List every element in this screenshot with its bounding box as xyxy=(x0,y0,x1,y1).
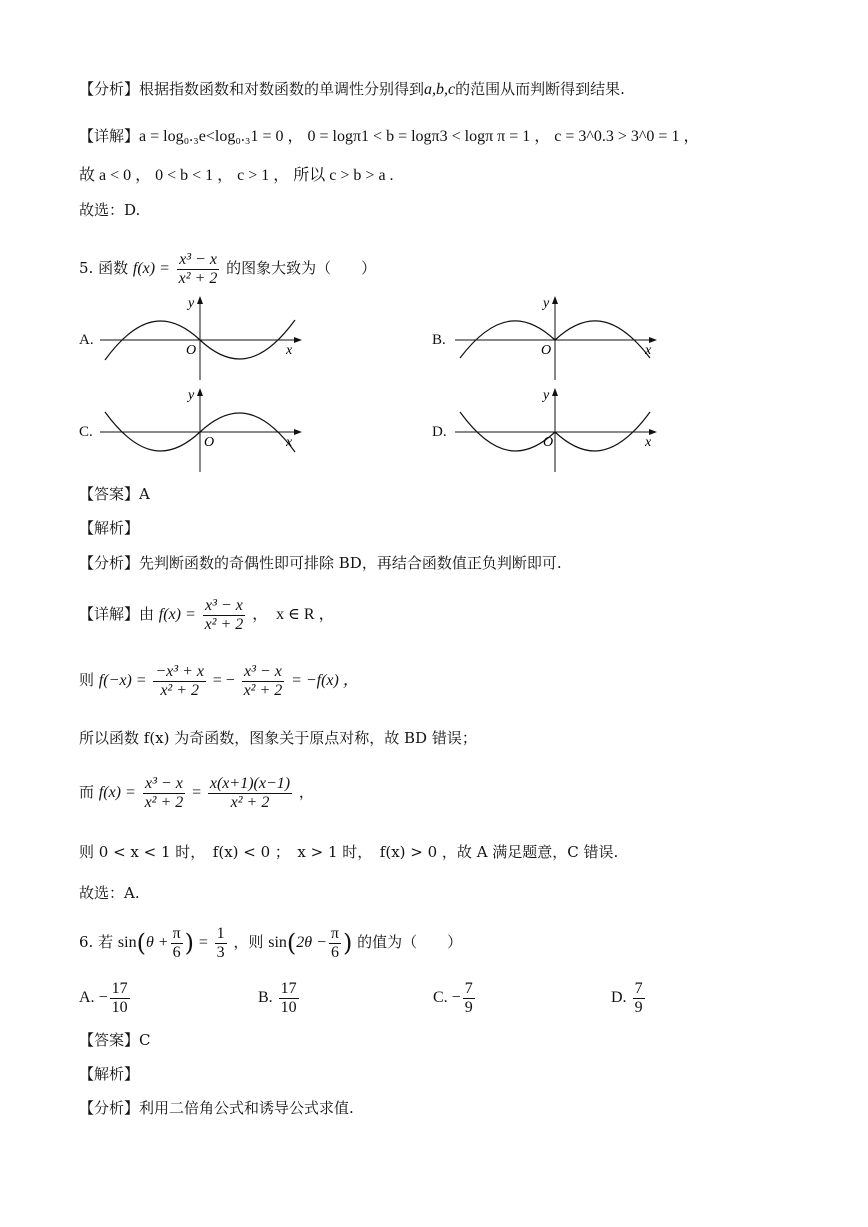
factor-5 xyxy=(79,774,314,812)
graph-option-b xyxy=(455,292,665,382)
y-axis-label: y xyxy=(543,388,550,403)
fraction-numerator: x³ − x xyxy=(242,663,285,682)
fraction-numerator: −x³ + x xyxy=(155,662,204,680)
factor-prefix: 而 xyxy=(79,783,95,801)
detail-expr: a = log₀.₃e<log₀.₃1 = 0 ， 0 = logπ1 < b = logπ3 < logπ π = 1 ， c = 3^0.3 > 3^0 = 1 ， xyxy=(139,128,700,145)
analysis-text: 根据指数函数和对数函数的单调性分别得到 xyxy=(139,80,425,98)
x-axis-label: x xyxy=(645,343,652,358)
x-axis-label: x xyxy=(645,435,652,450)
option-sign: − xyxy=(98,989,108,1007)
therefore-line: 故 a < 0 ， 0 < b < 1 ， c > 1 ， 所以 c > b > a . xyxy=(79,167,394,184)
inner-2: 2θ − xyxy=(296,934,327,951)
fraction-numerator: 7 xyxy=(634,980,643,997)
then-prefix: 则 xyxy=(79,671,95,689)
analysis-6: 【分析】利用二倍角公式和诱导公式求值. xyxy=(79,1099,354,1117)
option-label: B. xyxy=(258,989,273,1007)
fraction-numerator: 17 xyxy=(280,980,297,997)
option-fraction xyxy=(279,980,299,1017)
option-sign: − xyxy=(451,989,461,1007)
question-6 xyxy=(79,924,462,962)
question-mid: ，则 xyxy=(233,933,264,951)
then-5 xyxy=(79,662,359,700)
then-rhs: = −f(x) ， xyxy=(291,672,359,689)
option-c-label: C. xyxy=(79,424,93,440)
fraction-denominator: x² + 2 xyxy=(178,269,218,287)
fraction-numerator: x³ − x xyxy=(143,775,186,794)
detail-label: 【详解】 xyxy=(79,127,140,145)
fraction-numerator: x³ − x xyxy=(177,251,220,270)
choice-line-1: 故选：D. xyxy=(79,201,141,219)
fraction-denominator: 9 xyxy=(464,999,473,1016)
sign-5: 则 0 < x < 1 时， f(x) < 0 ； x > 1 时， f(x) > 0 ，故 A 满足题意，C 错误. xyxy=(79,843,619,861)
analysis-5: 【分析】先判断函数的奇偶性即可排除 BD，再结合函数值正负判断即可. xyxy=(79,554,562,572)
inner-1: θ + xyxy=(145,934,169,951)
one-third xyxy=(215,925,227,962)
y-axis-label: y xyxy=(188,296,195,311)
option-a-label: A. xyxy=(79,332,94,348)
origin-label: O xyxy=(204,435,215,450)
fraction-numerator: 1 xyxy=(216,924,225,942)
analysis-text-2: 的范围从而判断得到结果. xyxy=(455,80,625,98)
paren-close-2: ) xyxy=(343,929,353,957)
then-fraction-1 xyxy=(153,663,206,700)
paren-close-1: ) xyxy=(184,929,195,957)
option-label: A. xyxy=(79,989,95,1007)
answer-6: 【答案】C xyxy=(79,1031,151,1049)
function-lhs: f(x) = xyxy=(158,606,196,623)
question-prefix: 函数 xyxy=(98,259,129,277)
x-axis-label: x xyxy=(286,435,293,450)
fraction-numerator: x(x+1)(x−1) xyxy=(209,774,291,792)
fraction-numerator: π xyxy=(172,924,181,942)
equals-minus: = − xyxy=(212,672,235,689)
detail-label: 【详解】由 xyxy=(79,605,155,623)
fraction-numerator: 7 xyxy=(464,980,473,997)
paren-open-1: ( xyxy=(136,929,146,957)
equals: = xyxy=(192,784,202,801)
fraction-denominator: x² + 2 xyxy=(144,793,184,811)
fraction-denominator: x² + 2 xyxy=(160,681,200,699)
option-fraction xyxy=(463,980,475,1017)
option-fraction xyxy=(110,980,130,1017)
fraction-denominator: x² + 2 xyxy=(243,681,283,699)
fraction-denominator: x² + 2 xyxy=(230,793,270,811)
function-lhs: f(x) = xyxy=(132,260,170,277)
equals: = xyxy=(198,934,208,951)
y-axis-label: y xyxy=(188,388,195,403)
odd-5: 所以函数 f(x) 为奇函数，图象关于原点对称，故 BD 错误； xyxy=(79,729,477,747)
fraction-denominator: 10 xyxy=(111,999,128,1016)
then-fraction-2 xyxy=(242,663,285,700)
domain-text: ， x ∈ R ， xyxy=(252,606,335,623)
origin-label: O xyxy=(541,343,552,358)
question-number: 6. xyxy=(79,933,94,951)
jiexi-6: 【解析】 xyxy=(79,1065,140,1083)
graph-option-c xyxy=(100,384,310,474)
option-label: D. xyxy=(611,989,627,1007)
fraction-denominator: 6 xyxy=(330,943,339,961)
jiexi-5: 【解析】 xyxy=(79,519,140,537)
sin-2: sin xyxy=(268,934,287,951)
graph-option-d xyxy=(455,384,665,474)
q6-option-b xyxy=(258,980,301,1017)
option-fraction xyxy=(633,980,645,1017)
detail-fraction xyxy=(203,597,246,634)
question-prefix: 若 xyxy=(98,933,114,951)
analysis-line-1 xyxy=(79,79,625,100)
factor-lhs: f(x) = xyxy=(98,784,136,801)
option-d-label: D. xyxy=(432,424,447,440)
function-fraction xyxy=(177,251,220,288)
fraction-numerator: x³ − x xyxy=(203,597,246,616)
answer-5: 【答案】A xyxy=(79,485,150,503)
question-5 xyxy=(79,250,376,288)
sin-1: sin xyxy=(117,934,137,951)
fraction-denominator: 3 xyxy=(216,943,225,961)
factor-fraction-1 xyxy=(143,775,186,812)
analysis-vars: a,b,c xyxy=(424,81,456,98)
pi-over-six-1 xyxy=(171,925,183,962)
choice-5: 故选：A. xyxy=(79,884,140,902)
fraction-numerator: 17 xyxy=(111,980,128,997)
fraction-denominator: 10 xyxy=(280,999,297,1016)
graph-option-a xyxy=(100,292,310,382)
x-axis-label: x xyxy=(286,343,293,358)
detail-line-1 xyxy=(79,126,699,147)
y-axis-label: y xyxy=(543,296,550,311)
fraction-denominator: x² + 2 xyxy=(204,615,244,633)
then-lhs: f(−x) = xyxy=(98,672,147,689)
q6-option-a xyxy=(79,980,132,1017)
origin-label: O xyxy=(543,435,554,450)
question-number: 5. xyxy=(79,259,94,277)
pi-over-six-2 xyxy=(329,925,341,962)
detail-5 xyxy=(79,596,335,634)
q6-option-d xyxy=(611,980,647,1017)
option-label: C. xyxy=(433,989,448,1007)
origin-label: O xyxy=(186,343,197,358)
question-suffix: 的图象大致为（ ） xyxy=(226,259,377,277)
q6-option-c xyxy=(433,980,477,1017)
fraction-denominator: 6 xyxy=(172,943,181,961)
fraction-denominator: 9 xyxy=(634,999,643,1016)
factor-fraction-2 xyxy=(208,775,292,812)
fraction-numerator: π xyxy=(330,924,339,942)
question-suffix: 的值为（ ） xyxy=(357,933,463,951)
factor-end: ， xyxy=(298,783,314,801)
paren-open-2: ( xyxy=(286,929,297,957)
analysis-label: 【分析】 xyxy=(79,80,140,98)
option-b-label: B. xyxy=(432,332,446,348)
